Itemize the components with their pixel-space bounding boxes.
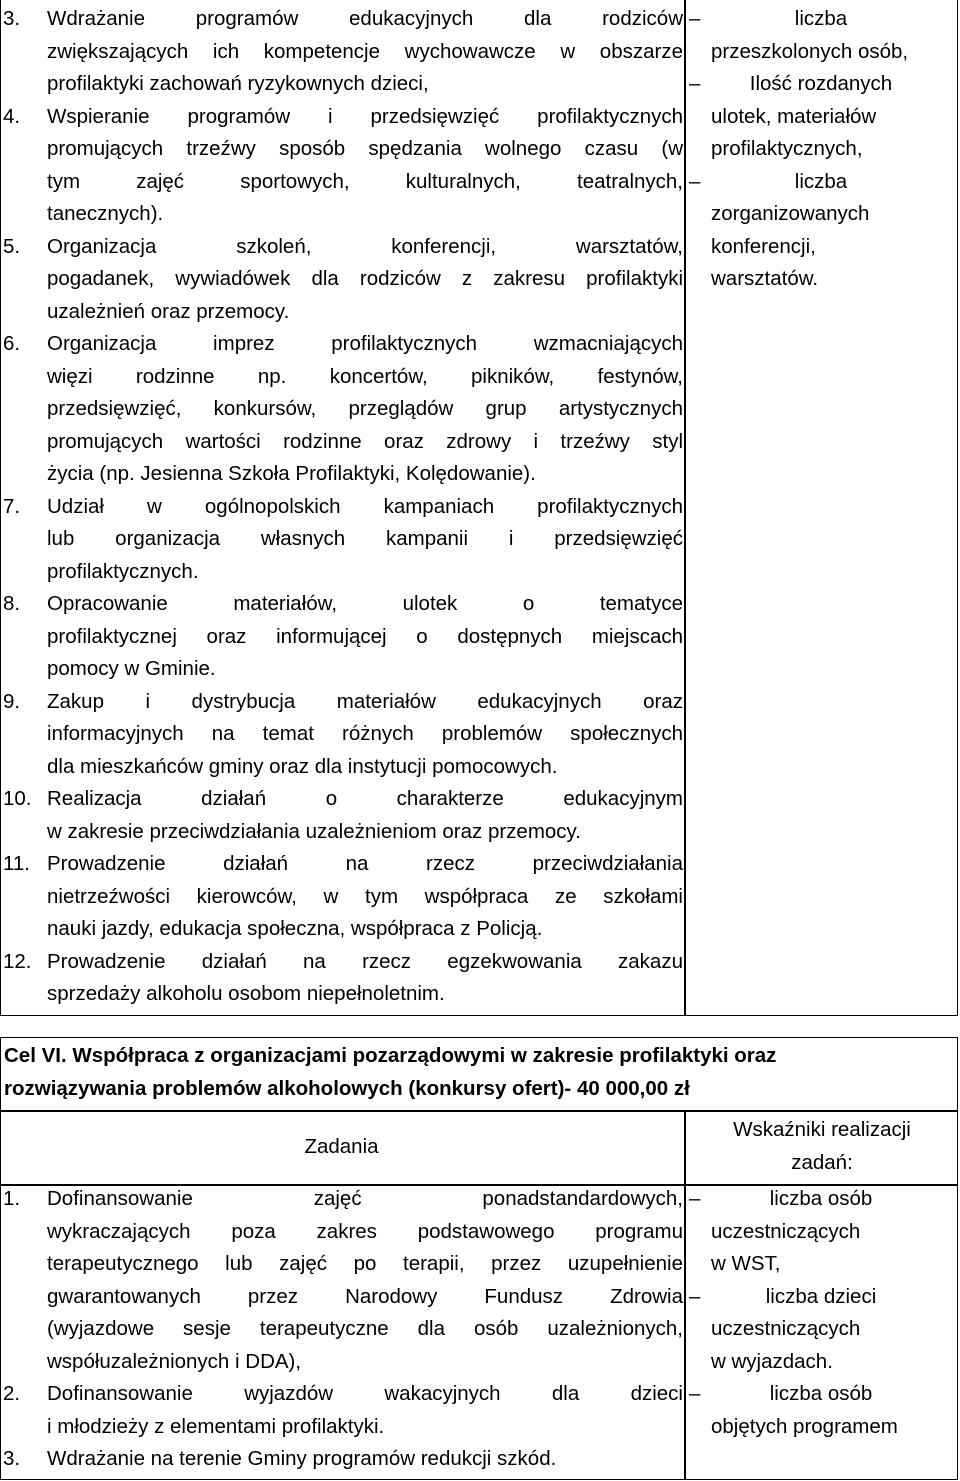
task-text: terapeutycznego lub zajęć po terapii, przez uzupełnienie: [47, 1252, 683, 1275]
task-line: [3, 36, 683, 69]
task-indent: [3, 1411, 47, 1444]
task-text: profilaktycznych.: [47, 559, 199, 583]
task-indent: [3, 263, 47, 296]
task-text: w zakresie przeciwdziałania uzależnieniom oraz przemocy.: [47, 819, 581, 843]
task-text: Dofinansowanie wyjazdów wakacyjnych dla dzieci: [47, 1382, 683, 1405]
task-text: promujących wartości rodzinne oraz zdrowy i trzeźwy styl: [47, 429, 683, 453]
task-line: [3, 1378, 683, 1411]
task-line: [3, 3, 683, 36]
task-indent: [3, 1281, 47, 1314]
table-1-tasks: [3, 3, 683, 1011]
task-indent: [3, 426, 47, 459]
task-line: [3, 133, 683, 166]
task-number: 2.: [3, 1382, 21, 1405]
task-line: [3, 1346, 683, 1379]
indicator-item: [687, 3, 955, 68]
task-number: 6.: [3, 332, 21, 355]
task-line: [3, 978, 683, 1011]
indicator-item: [687, 1378, 955, 1443]
task-line: [3, 1443, 683, 1476]
task-text: współuzależnionych i DDA),: [47, 1349, 302, 1373]
task-number: 8.: [3, 592, 21, 615]
task-indent: [3, 1216, 47, 1249]
task-line: [3, 621, 683, 654]
task-text: Zakup i dystrybucja materiałów edukacyjnych oraz: [47, 689, 683, 713]
task-number: 12.: [3, 949, 32, 973]
task-number: 7.: [3, 494, 21, 518]
task-line: [3, 1313, 683, 1346]
task-text: uzależnień oraz przemocy.: [47, 299, 290, 323]
task-indent: [3, 36, 47, 69]
task-line: [3, 523, 683, 556]
task-indent: [3, 166, 47, 199]
task-text: Wspieranie programów i przedsięwzięć profilaktycznych: [47, 104, 683, 128]
task-indent: [3, 913, 47, 946]
task-number: 1.: [3, 1187, 21, 1210]
task-text: Organizacja imprez profilaktycznych wzmacniających: [47, 332, 683, 355]
task-line: [3, 783, 683, 816]
task-indent: [3, 1313, 47, 1346]
indicator-line: liczba: [794, 169, 848, 193]
table-2-tasks: [3, 1183, 683, 1476]
task-text: dla mieszkańców gminy oraz dla instytucji pomocowych.: [47, 754, 558, 778]
task-line: [3, 296, 683, 329]
task-line: [3, 166, 683, 199]
column-header-line: zadań:: [791, 1150, 853, 1174]
task-text: wykraczających poza zakres podstawowego programu: [47, 1219, 683, 1243]
task-indent: [3, 458, 47, 491]
task-text: informacyjnych na temat różnych problemów społecznych: [47, 722, 683, 745]
task-text: sprzedaży alkoholu osobom niepełnoletnim.: [47, 982, 445, 1005]
indicator-line: liczba osób: [769, 1187, 873, 1210]
task-line: [3, 946, 683, 979]
task-text: nietrzeźwości kierowców, w tym współpraca ze szkołami: [47, 884, 683, 908]
task-number: 11.: [3, 852, 30, 875]
goal-heading-line: rozwiązywania problemów alkoholowych (konkursy ofert)- 40 000,00 zł: [4, 1076, 690, 1100]
task-line: [3, 263, 683, 296]
dash-marker: –: [689, 72, 701, 95]
task-number: 4.: [3, 104, 21, 128]
task-line: [3, 1183, 683, 1216]
task-text: gwarantowanych przez Narodowy Fundusz Zdrowia: [47, 1284, 683, 1308]
indicator-line: liczba dzieci: [765, 1284, 877, 1308]
task-line: [3, 491, 683, 524]
dash-marker: –: [689, 1382, 701, 1405]
task-text: tanecznych).: [47, 202, 164, 225]
task-indent: [3, 523, 47, 556]
task-line: [3, 751, 683, 784]
dash-marker: –: [689, 169, 701, 193]
task-text: profilaktycznej oraz informującej o dostępnych miejscach: [47, 624, 683, 648]
task-indent: [3, 1248, 47, 1281]
task-line: [3, 231, 683, 264]
task-text: życia (np. Jesienna Szkoła Profilaktyki, Kolędowanie).: [47, 462, 536, 485]
task-text: promujących trzeźwy sposób spędzania wolnego czasu (w: [47, 137, 683, 160]
indicator-item: [687, 1183, 955, 1281]
task-text: zwiększających ich kompetencje wychowawcze w obszarze: [47, 39, 683, 63]
task-text: pomocy w Gminie.: [47, 657, 216, 680]
task-indent: [3, 361, 47, 394]
task-text: (wyjazdowe sesje terapeutyczne dla osób uzależnionych,: [47, 1317, 683, 1340]
indicator-line: liczba: [794, 7, 848, 30]
task-indent: [3, 556, 47, 589]
task-line: [3, 686, 683, 719]
task-line: [3, 458, 683, 491]
task-indent: [3, 68, 47, 101]
task-line: [3, 1216, 683, 1249]
task-text: Prowadzenie działań na rzecz egzekwowania zakazu: [47, 949, 683, 973]
task-line: [3, 588, 683, 621]
task-text: Opracowanie materiałów, ulotek o tematyce: [47, 592, 683, 615]
goal-heading: [4, 1040, 954, 1105]
indicator-line: uczestniczących: [711, 1317, 861, 1340]
task-indent: [3, 393, 47, 426]
task-text: Organizacja szkoleń, konferencji, warsztatów,: [47, 234, 683, 258]
indicator-line: zorganizowanych: [711, 202, 870, 225]
task-text: profilaktyki zachowań ryzykownych dzieci,: [47, 72, 429, 95]
column-header-line: Wskaźniki realizacji: [733, 1118, 911, 1141]
task-indent: [3, 621, 47, 654]
dash-marker: –: [689, 7, 701, 30]
indicator-line: Ilość rozdanych: [749, 72, 893, 95]
task-text: Dofinansowanie zajęć ponadstandardowych,: [47, 1187, 683, 1210]
task-text: Realizacja działań o charakterze edukacyjnym: [47, 787, 683, 810]
task-indent: [3, 296, 47, 329]
indicator-line: uczestniczących: [711, 1219, 861, 1243]
task-line: [3, 653, 683, 686]
task-line: [3, 718, 683, 751]
task-text: Prowadzenie działań na rzecz przeciwdziałania: [47, 852, 683, 875]
task-text: lub organizacja własnych kampanii i przedsięwzięć: [47, 527, 683, 550]
task-line: [3, 556, 683, 589]
indicator-line: przeszkolonych osób,: [711, 39, 909, 63]
task-text: więzi rodzinne np. koncertów, pikników, festynów,: [47, 364, 683, 388]
task-line: [3, 1281, 683, 1314]
task-number: 10.: [3, 787, 32, 810]
task-line: [3, 881, 683, 914]
task-text: przedsięwzięć, konkursów, przeglądów grup artystycznych: [47, 397, 683, 420]
task-line: [3, 101, 683, 134]
task-number: 3.: [3, 7, 21, 30]
task-line: [3, 361, 683, 394]
task-number: 5.: [3, 234, 21, 258]
task-text: Wdrażanie na terenie Gminy programów redukcji szkód.: [47, 1447, 557, 1470]
task-line: [3, 328, 683, 361]
task-line: [3, 816, 683, 849]
task-line: [3, 913, 683, 946]
task-number: 9.: [3, 689, 21, 713]
task-indent: [3, 718, 47, 751]
table-1-indicators: [687, 3, 955, 296]
indicator-item: [687, 1281, 955, 1379]
indicator-line: warsztatów.: [711, 267, 819, 290]
task-line: [3, 198, 683, 231]
task-text: tym zajęć sportowych, kulturalnych, teatralnych,: [47, 169, 683, 193]
indicator-line: w wyjazdach.: [711, 1349, 833, 1373]
task-text: pogadanek, wywiadówek dla rodziców z zakresu profilaktyki: [47, 267, 683, 290]
indicator-line: objętych programem: [711, 1414, 898, 1438]
task-indent: [3, 751, 47, 784]
task-text: i młodzieży z elementami profilaktyki.: [47, 1414, 385, 1438]
indicator-item: [687, 166, 955, 296]
task-number: 3.: [3, 1447, 21, 1470]
task-indent: [3, 133, 47, 166]
task-line: [3, 1248, 683, 1281]
dash-marker: –: [689, 1284, 701, 1308]
task-line: [3, 426, 683, 459]
column-header-indicators: [686, 1110, 958, 1184]
task-line: [3, 68, 683, 101]
task-indent: [3, 816, 47, 849]
task-line: [3, 393, 683, 426]
indicator-line: konferencji,: [711, 234, 816, 258]
column-header-tasks: Zadania: [304, 1135, 379, 1158]
task-text: Wdrażanie programów edukacyjnych dla rodziców: [47, 7, 683, 30]
task-text: Udział w ogólnopolskich kampaniach profilaktycznych: [47, 494, 683, 518]
task-line: [3, 1411, 683, 1444]
indicator-line: liczba osób: [769, 1382, 873, 1405]
table-2-indicators: [687, 1183, 955, 1443]
column-divider: [684, 0, 686, 1015]
goal-heading-line: Cel VI. Współpraca z organizacjami pozarządowymi w zakresie profilaktyki oraz: [4, 1044, 777, 1067]
dash-marker: –: [689, 1187, 701, 1210]
task-indent: [3, 198, 47, 231]
task-line: [3, 848, 683, 881]
task-text: nauki jazdy, edukacja społeczna, współpraca z Policją.: [47, 917, 543, 940]
task-indent: [3, 881, 47, 914]
indicator-item: [687, 68, 955, 166]
indicator-line: profilaktycznych,: [711, 137, 863, 160]
indicator-line: w WST,: [711, 1252, 781, 1275]
indicator-line: ulotek, materiałów: [711, 104, 877, 128]
task-indent: [3, 653, 47, 686]
task-indent: [3, 978, 47, 1011]
task-indent: [3, 1346, 47, 1379]
